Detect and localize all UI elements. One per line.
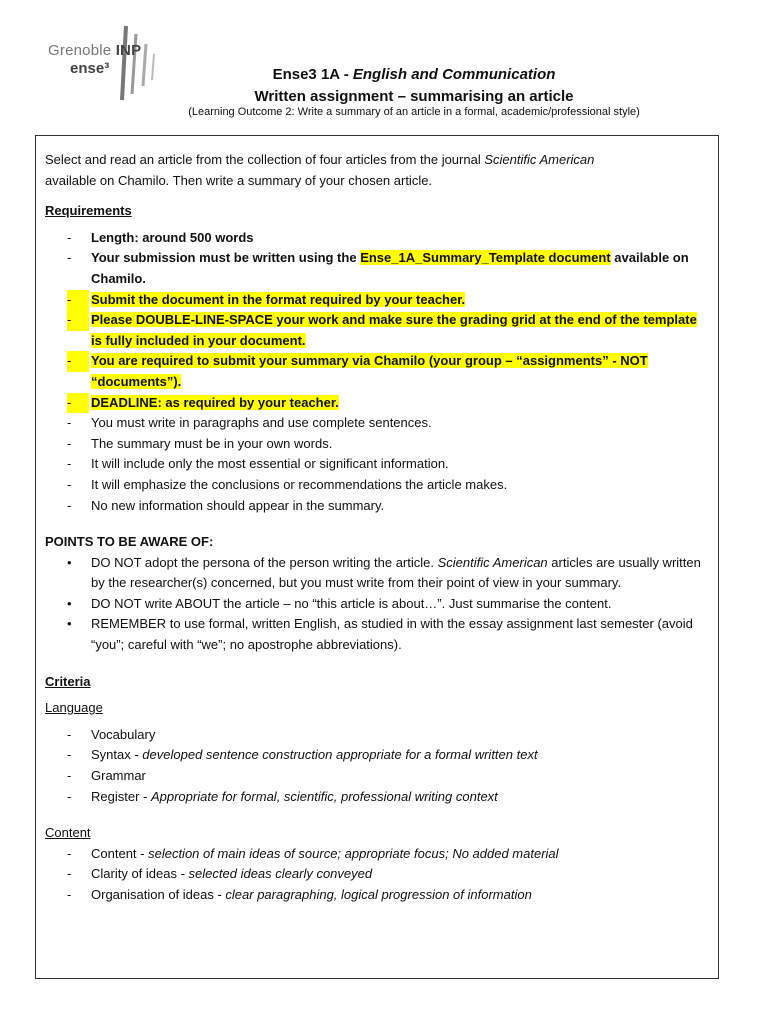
text-run: DO NOT write ABOUT the article – no “this article is about…”. Just summarise the content. [91, 595, 612, 611]
content [45, 150, 705, 906]
requirement-item [45, 475, 705, 496]
logo-line1: Grenoble INP [48, 42, 142, 59]
requirements-list [45, 228, 705, 516]
text-run: Please DOUBLE-LINE-SPACE your work and make sure the grading grid at the end of the template is fully included in your document. [91, 312, 697, 348]
text-run: Length: around 500 words [91, 229, 254, 245]
dash-bullet-icon: - [67, 290, 89, 311]
content-criterion [45, 844, 705, 865]
page-title: Ense3 1A - English and Communication [272, 66, 556, 83]
requirement-item [45, 290, 705, 311]
bullet-icon: • [67, 595, 72, 611]
page-subtitle: Written assignment – summarising an article [254, 88, 574, 105]
criterion-label: Content - [91, 845, 149, 861]
text-run: It will include only the most essential or significant information. [91, 456, 449, 472]
requirement-item [45, 496, 705, 517]
learning-outcome: (Learning Outcome 2: Write a summary of an article in a formal, academic/professional style) [188, 106, 640, 118]
content-criterion [45, 885, 705, 906]
dash-bullet-icon: - [67, 351, 89, 372]
criterion-description: clear paragraphing, logical progression of information [225, 887, 532, 902]
text-run: DEADLINE: as required by your teacher. [91, 394, 339, 410]
criteria-heading: Criteria [45, 673, 91, 689]
requirement-item [45, 454, 705, 475]
criterion-label: Syntax - [91, 747, 143, 763]
language-criteria-list [45, 725, 705, 807]
bullet-icon: • [67, 616, 72, 632]
criterion-label: Clarity of ideas - [91, 866, 189, 882]
text-run: It will emphasize the conclusions or recommendations the article makes. [91, 476, 508, 492]
dash-bullet-icon: - [67, 726, 72, 742]
logo-line2: ense³ [70, 60, 110, 77]
criterion-label: Grammar [91, 768, 146, 784]
text-run: Submit the document in the format required by your teacher. [91, 291, 466, 307]
dash-bullet-icon: - [67, 310, 89, 331]
text-run: You are required to submit your summary via Chamilo (your group – “assignments” - NOT “documents”). [91, 353, 648, 389]
dash-bullet-icon: - [67, 788, 72, 804]
content-heading: Content [45, 825, 91, 841]
dash-bullet-icon: - [67, 747, 72, 763]
dash-bullet-icon: - [67, 845, 72, 861]
language-heading: Language [45, 700, 103, 716]
points-heading: POINTS TO BE AWARE OF: [45, 534, 214, 550]
dash-bullet-icon: - [67, 768, 72, 784]
dash-bullet-icon: - [67, 476, 72, 492]
language-criterion [45, 745, 705, 766]
criterion-description: Appropriate for formal, scientific, professional writing context [150, 788, 498, 804]
point-item [45, 553, 705, 594]
language-criterion [45, 787, 705, 808]
requirements-heading: Requirements [45, 203, 132, 219]
requirement-item [45, 248, 705, 289]
intro-paragraph: Select and read an article from the collection of four articles from the journal Scientific American available on Chamilo. Then write a summary of your chosen article. [45, 152, 595, 188]
dash-bullet-icon: - [67, 229, 72, 245]
dash-bullet-icon: - [67, 415, 72, 431]
criterion-description: selected ideas clearly conveyed [188, 866, 373, 882]
text-run: Your submission must be written using the [91, 250, 361, 266]
language-criterion [45, 766, 705, 787]
dash-bullet-icon: - [67, 435, 72, 451]
criterion-label: Register - [91, 788, 151, 804]
criterion-description: developed sentence construction appropriate for a formal written text [142, 747, 538, 763]
dash-bullet-icon: - [67, 393, 89, 414]
content-criterion [45, 864, 705, 885]
points-list [45, 553, 705, 656]
dash-bullet-icon: - [67, 887, 72, 902]
text-run: REMEMBER to use formal, written English, as studied in with the essay assignment last semester (avoid “you”; careful with “we”; no apostrophe abbreviations). [91, 616, 693, 653]
language-criterion [45, 725, 705, 746]
requirement-item [45, 228, 705, 249]
text-run: Ense_1A_Summary_Template document [360, 250, 611, 266]
criterion-label: Vocabulary [91, 726, 156, 742]
requirement-item [45, 413, 705, 434]
content-criteria-list [45, 844, 705, 906]
dash-bullet-icon: - [67, 866, 72, 882]
dash-bullet-icon: - [67, 456, 72, 472]
criterion-description: selection of main ideas of source; appropriate focus; No added material [148, 845, 559, 861]
text-run: DO NOT adopt the persona of the person writing the article. [91, 554, 438, 570]
point-item [45, 594, 705, 615]
text-run: Scientific American [437, 554, 548, 570]
bullet-icon: • [67, 554, 72, 570]
text-run: articles are usually written by the researcher(s) concerned, but you must write from their point of view in your summary. [91, 554, 701, 591]
dash-bullet-icon: - [67, 250, 72, 266]
criterion-label: Organisation of ideas - [91, 887, 226, 902]
dash-bullet-icon: - [67, 497, 72, 513]
requirement-item [45, 351, 705, 392]
requirement-item [45, 434, 705, 455]
text-run: You must write in paragraphs and use complete sentences. [91, 415, 432, 431]
text-run: available on Chamilo. [91, 250, 689, 286]
point-item [45, 614, 705, 655]
requirement-item [45, 310, 705, 351]
text-run: The summary must be in your own words. [91, 435, 333, 451]
requirement-item [45, 393, 705, 414]
text-run: No new information should appear in the summary. [91, 497, 385, 513]
